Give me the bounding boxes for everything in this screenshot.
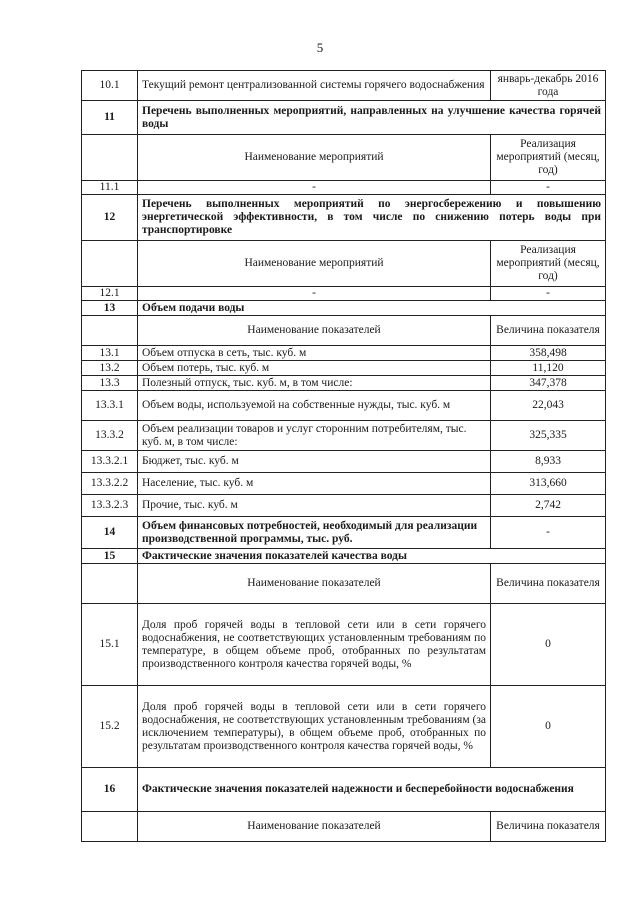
row-description: - [138, 287, 491, 301]
table-row-13-3-2-2 [82, 473, 606, 495]
row-description: Объем потерь, тыс. куб. м [138, 361, 491, 376]
column-header-value: Величина показателя [491, 812, 606, 842]
row-description: Прочие, тыс. куб. м [138, 495, 491, 517]
row-description: Полезный отпуск, тыс. куб. м, в том числе: [138, 376, 491, 391]
column-header-name: Наименование показателей [138, 812, 491, 842]
row-value: - [491, 517, 606, 549]
section-number: 14 [82, 517, 138, 549]
row-description: Объем реализации товаров и услуг сторонним потребителям, тыс. куб. м, в том числе: [138, 421, 491, 451]
page-number: 5 [316, 40, 324, 55]
row-number: 13.3.2.1 [82, 451, 138, 473]
table-row-13-3 [82, 376, 606, 391]
table-row-12-1 [82, 287, 606, 301]
row-description: Текущий ремонт централизованной системы горячего водоснабжения [138, 71, 491, 101]
row-value: январь-декабрь 2016 года [491, 71, 606, 101]
row-number: 13.1 [82, 346, 138, 361]
row-description: Объем отпуска в сеть, тыс. куб. м [138, 346, 491, 361]
section-title: Перечень выполненных мероприятий по энергосбережению и повышению энергетической эффективности, в том числе по снижению потерь воды при транспортировке [138, 195, 606, 241]
row-value: 22,043 [491, 391, 606, 421]
row-description: Доля проб горячей воды в тепловой сети или в сети горячего водоснабжения, не соответствующих установленным требованиям (за исключением температуры), в общем объеме проб, отобранных по результатам производственного контроля качества горячей воды, % [138, 686, 491, 768]
section-title: Перечень выполненных мероприятий, направленных на улучшение качества горячей воды [138, 101, 606, 135]
column-header-value: Величина показателя [491, 564, 606, 604]
section-number: 12 [82, 195, 138, 241]
table-row-13-3-2 [82, 421, 606, 451]
section-header-15 [82, 549, 606, 564]
empty-cell [82, 316, 138, 346]
row-number: 13.3 [82, 376, 138, 391]
section-title: Объем подачи воды [138, 301, 606, 316]
column-header-name: Наименование показателей [138, 564, 491, 604]
column-header-value: Величина показателя [491, 316, 606, 346]
table-row-15-2 [82, 686, 606, 768]
section-header-12 [82, 195, 606, 241]
table-row-13-3-1 [82, 391, 606, 421]
row-number: 13.3.2 [82, 421, 138, 451]
row-value: 11,120 [491, 361, 606, 376]
row-description: Бюджет, тыс. куб. м [138, 451, 491, 473]
row-number: 13.3.2.3 [82, 495, 138, 517]
table-row-10-1 [82, 71, 606, 101]
table-row-13-3-2-1 [82, 451, 606, 473]
column-header-row-13 [82, 316, 606, 346]
table-row-13-1 [82, 346, 606, 361]
column-header-row-16 [82, 812, 606, 842]
section-number: 13 [82, 301, 138, 316]
row-number: 10.1 [82, 71, 138, 101]
section-header-11 [82, 101, 606, 135]
table-row-13-3-2-3 [82, 495, 606, 517]
table-row-11-1 [82, 181, 606, 195]
empty-cell [82, 564, 138, 604]
row-description: - [138, 181, 491, 195]
row-value: 8,933 [491, 451, 606, 473]
row-number: 13.2 [82, 361, 138, 376]
row-value: - [491, 181, 606, 195]
row-number: 15.1 [82, 604, 138, 686]
table-row-13-2 [82, 361, 606, 376]
column-header-row-11 [82, 135, 606, 181]
column-header-name: Наименование мероприятий [138, 135, 491, 181]
section-title: Объем финансовых потребностей, необходимый для реализации производственной программы, тыс. руб. [138, 517, 491, 549]
section-number: 15 [82, 549, 138, 564]
column-header-value: Реализация мероприятий (месяц, год) [491, 241, 606, 287]
row-value: 313,660 [491, 473, 606, 495]
section-header-13 [82, 301, 606, 316]
section-title: Фактические значения показателей надежности и бесперебойности водоснабжения [138, 768, 606, 812]
row-number: 13.3.1 [82, 391, 138, 421]
table-row-15-1 [82, 604, 606, 686]
empty-cell [82, 812, 138, 842]
row-value: 0 [491, 604, 606, 686]
row-value: - [491, 287, 606, 301]
row-number: 11.1 [82, 181, 138, 195]
column-header-row-12 [82, 241, 606, 287]
row-number: 15.2 [82, 686, 138, 768]
section-title: Фактические значения показателей качества воды [138, 549, 606, 564]
column-header-name: Наименование показателей [138, 316, 491, 346]
section-header-16 [82, 768, 606, 812]
column-header-value: Реализация мероприятий (месяц, год) [491, 135, 606, 181]
section-header-14 [82, 517, 606, 549]
row-description: Объем воды, используемой на собственные нужды, тыс. куб. м [138, 391, 491, 421]
empty-cell [82, 241, 138, 287]
row-value: 347,378 [491, 376, 606, 391]
row-value: 0 [491, 686, 606, 768]
section-number: 11 [82, 101, 138, 135]
column-header-row-15 [82, 564, 606, 604]
column-header-name: Наименование мероприятий [138, 241, 491, 287]
row-description: Доля проб горячей воды в тепловой сети или в сети горячего водоснабжения, не соответствующих установленным требованиям по температуре, в общем объеме проб, отобранных по результатам производственного контроля качества горячей воды, % [138, 604, 491, 686]
row-number: 13.3.2.2 [82, 473, 138, 495]
row-value: 2,742 [491, 495, 606, 517]
row-number: 12.1 [82, 287, 138, 301]
row-value: 358,498 [491, 346, 606, 361]
row-value: 325,335 [491, 421, 606, 451]
empty-cell [82, 135, 138, 181]
section-number: 16 [82, 768, 138, 812]
row-description: Население, тыс. куб. м [138, 473, 491, 495]
report-table [81, 70, 606, 842]
